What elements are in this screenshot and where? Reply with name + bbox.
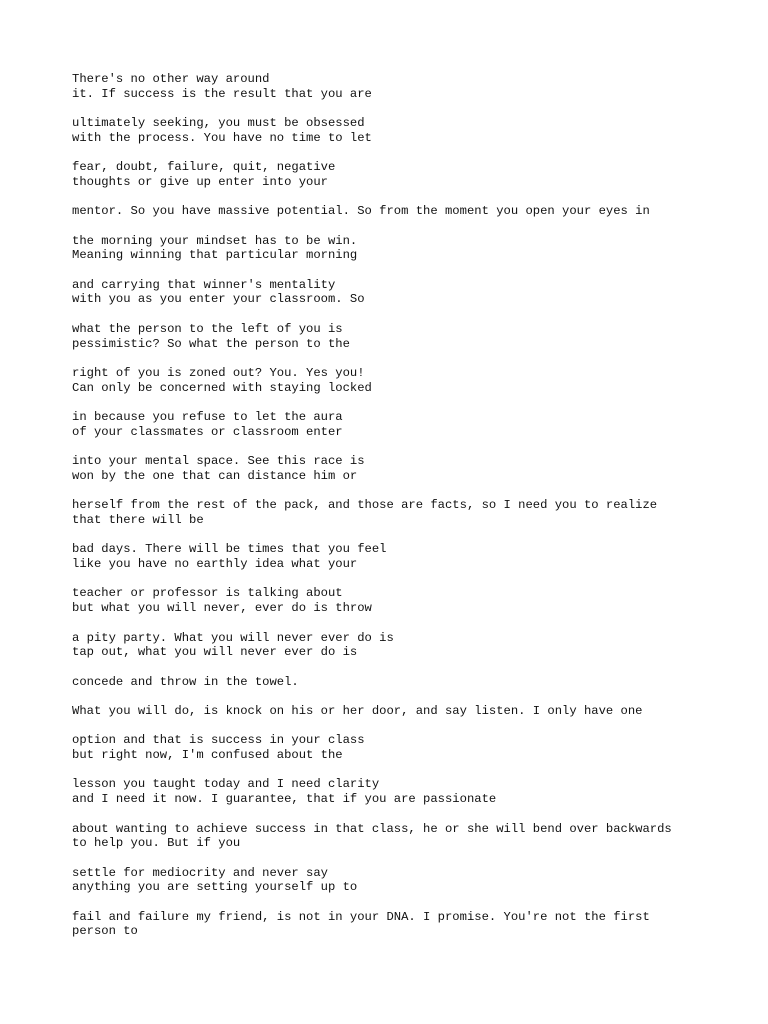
paragraph: teacher or professor is talking about but what you will never, ever do is throw [72,586,372,616]
paragraph: herself from the rest of the pack, and those are facts, so I need you to realize that there will be [72,498,658,527]
paragraph: mentor. So you have massive potential. So from the moment you open your eyes in [72,204,650,219]
paragraph: what the person to the left of you is pessimistic? So what the person to the [72,321,350,351]
paragraph: and carrying that winner's mentality with you as you enter your classroom. So [72,277,365,307]
paragraph: right of you is zoned out? You. Yes you! Can only be concerned with staying locked [72,365,372,395]
paragraph: lesson you taught today and I need clarity and I need it now. I guarantee, that if you are passionate [72,777,497,807]
paragraph: fail and failure my friend, is not in your DNA. I promise. You're not the first person to [72,909,650,939]
paragraph: about wanting to achieve success in that class, he or she will bend over backwards to help you. But if you [72,821,672,851]
paragraph: What you will do, is knock on his or her door, and say listen. I only have one [72,704,643,718]
paragraph: settle for mediocrity and never say anything you are setting yourself up to [72,865,358,895]
paragraph: concede and throw in the towel. [72,674,299,689]
paragraph: fear, doubt, failure, quit, negative thoughts or give up enter into your [72,160,336,189]
document-body [72,72,712,954]
paragraph: ultimately seeking, you must be obsessed with the process. You have no time to let [72,116,372,145]
paragraph: There's no other way around it. If success is the result that you are [72,72,372,101]
paragraph: bad days. There will be times that you feel like you have no earthly idea what your [72,542,387,572]
paragraph: the morning your mindset has to be win. Meaning winning that particular morning [72,233,358,263]
paragraph: into your mental space. See this race is won by the one that can distance him or [72,454,365,483]
paragraph: option and that is success in your class but right now, I'm confused about the [72,733,365,763]
paragraph: a pity party. What you will never ever do is tap out, what you will never ever do is [72,630,394,660]
paragraph: in because you refuse to let the aura of your classmates or classroom enter [72,410,343,439]
